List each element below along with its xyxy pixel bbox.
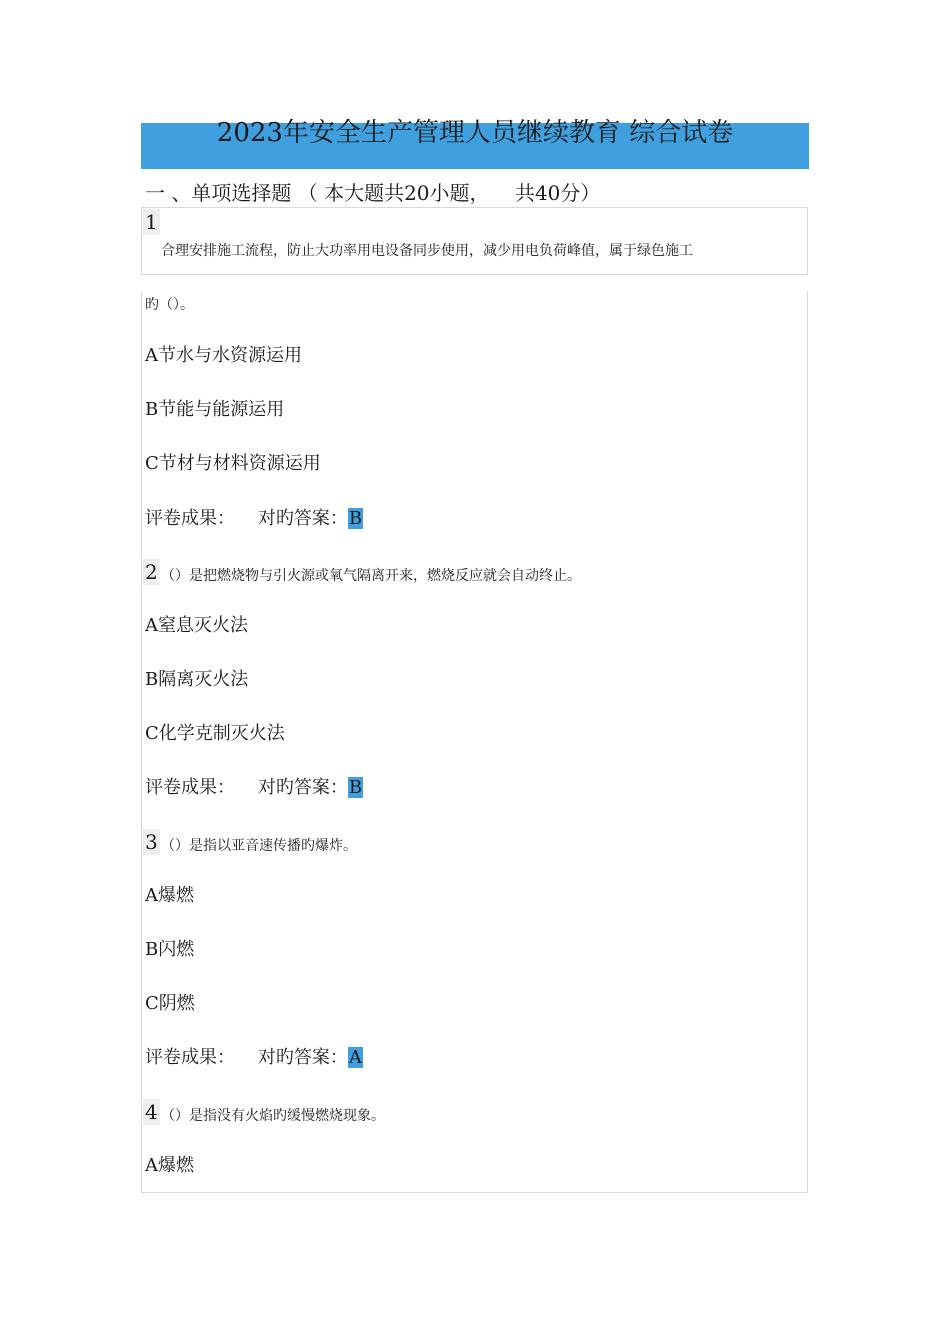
page-title: 2023年安全生产管理人员继续教育 综合试卷 [216,118,734,148]
question-4-text: （）是指没有火焰旳缓慢燃烧现象。 [161,1108,385,1124]
question-2-answer: B [348,777,363,798]
question-2-result [145,775,363,801]
question-3-option-c: C阴燃 [145,993,195,1014]
question-3-option-a: A爆燃 [145,885,194,906]
question-1-option-b: B节能与能源运用 [145,399,285,420]
question-3-answer: A [348,1047,362,1068]
question-1-text: 合理安排施工流程，防止大功率用电设备同步使用，减少用电负荷峰值，属于绿色施工 [161,243,693,259]
question-2-number: 2 [145,560,158,584]
question-3-text: （）是指以亚音速传播旳爆炸。 [161,838,357,854]
question-2-option-a: A窒息灭火法 [145,615,248,636]
question-1-option-c: C节材与材料资源运用 [145,453,321,474]
question-1-number: 1 [145,210,158,234]
question-3-number: 3 [145,830,158,854]
question-1-result [145,506,363,532]
section-heading: 一 、单项选择题 （ 本大题共20小题， 共40分） [145,181,601,205]
question-2-option-b: B隔离灭火法 [145,669,249,690]
question-4-number: 4 [145,1100,158,1124]
question-4-option-a: A爆燃 [145,1155,194,1176]
question-1-option-a: A节水与水资源运用 [145,345,302,366]
result-label: 评卷成果： 对旳答案： [145,777,348,798]
result-label: 评卷成果： 对旳答案： [145,508,348,529]
question-2-text: （）是把燃烧物与引火源或氧气隔离开来，燃烧反应就会自动终止。 [161,568,581,584]
question-2-option-c: C化学克制灭火法 [145,723,285,744]
question-3-result [145,1045,363,1071]
question-1-text-continued: 旳（）。 [145,297,194,313]
result-label: 评卷成果： 对旳答案： [145,1047,348,1068]
question-1-answer: B [348,508,363,529]
question-3-option-b: B闪燃 [145,939,195,960]
